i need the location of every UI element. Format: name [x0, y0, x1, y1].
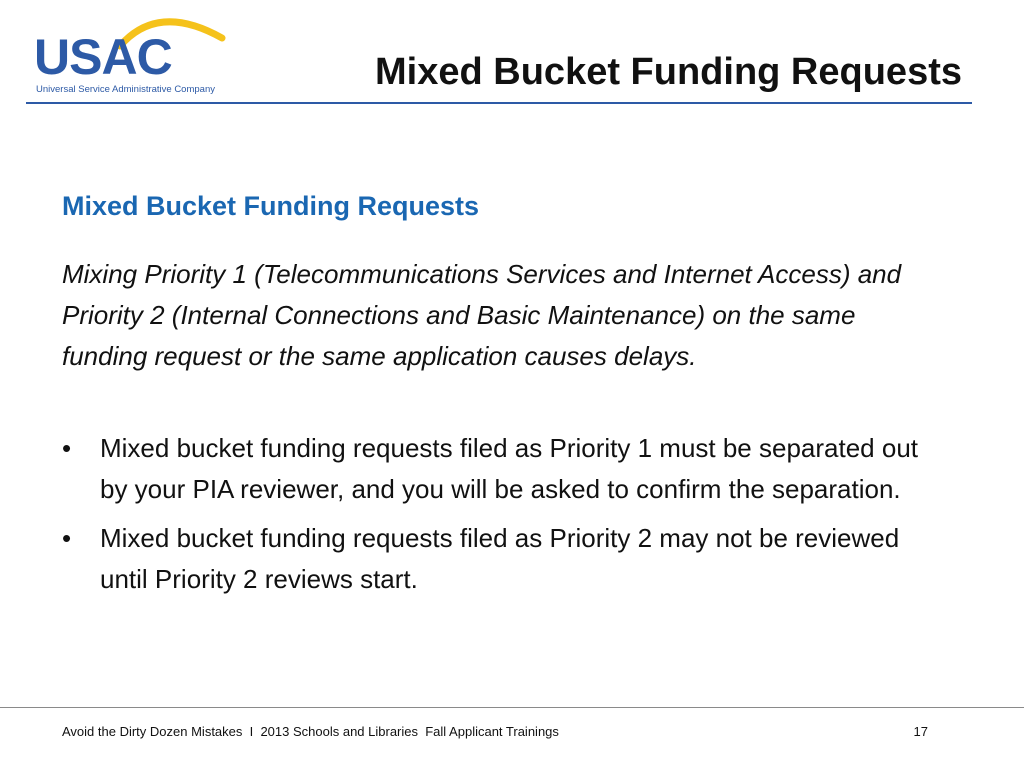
page-number: 17 — [913, 724, 928, 739]
bullet-marker: • — [62, 433, 72, 463]
bullet-marker: • — [62, 523, 72, 553]
footer-divider — [0, 707, 1024, 708]
bullet-item — [62, 518, 952, 600]
bullet-text: Mixed bucket funding requests filed as Priority 2 may not be reviewed until Priority 2 reviews start. — [100, 523, 900, 594]
bullet-list — [62, 428, 952, 608]
logo-wordmark: USAC — [34, 29, 172, 85]
usac-logo — [28, 10, 258, 100]
bullet-item — [62, 428, 952, 510]
logo-tagline: Universal Service Administrative Company — [36, 84, 215, 95]
section-heading: Mixed Bucket Funding Requests — [62, 191, 480, 221]
slide-title: Mixed Bucket Funding Requests — [375, 51, 962, 93]
footer-caption: Avoid the Dirty Dozen Mistakes I 2013 Schools and Libraries Fall Applicant Trainings — [62, 724, 559, 739]
intro-paragraph: Mixing Priority 1 (Telecommunications Services and Internet Access) and Priority 2 (Internal Connections and Basic Maintenance) on the same funding request or the same application causes delays. — [62, 259, 902, 371]
bullet-text: Mixed bucket funding requests filed as Priority 1 must be separated out by your PIA reviewer, and you will be asked to confirm the separation. — [100, 433, 918, 504]
title-divider — [26, 102, 972, 104]
